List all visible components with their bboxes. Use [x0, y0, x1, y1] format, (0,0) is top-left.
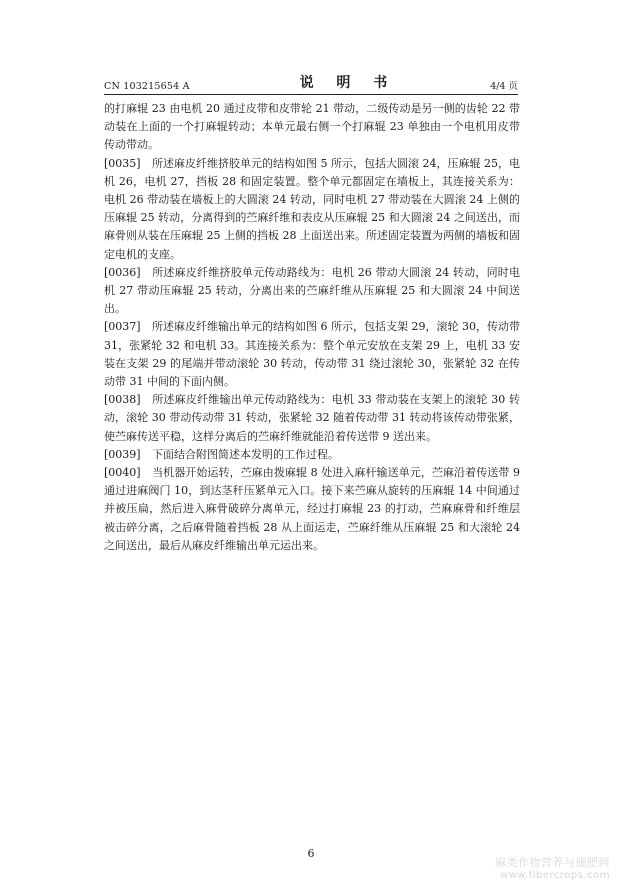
- document-title: 说 明 书: [299, 75, 397, 91]
- paragraph-number: [0036]: [104, 265, 141, 279]
- watermark: [495, 854, 610, 881]
- paragraph-number: [0037]: [104, 320, 141, 334]
- paragraph-0038: [104, 391, 520, 446]
- paragraph-0040: [104, 464, 520, 555]
- paragraph-0035: [104, 155, 520, 264]
- document-body: [104, 100, 520, 555]
- paragraph-number: [0039]: [104, 447, 141, 461]
- paragraph-continuation: [104, 100, 520, 155]
- paragraph-0039: [104, 446, 520, 464]
- page-number: 6: [307, 847, 315, 860]
- watermark-url: www.fibercrops.com: [499, 870, 610, 881]
- paragraph-text: 所述麻皮纤维输出单元传动路线为：电机 33 带动装在支架上的滚轮 30 转动，滚轮 30 带动传动带 31 转动，张紧轮 32 随着传动带 31 转动将该传动带张紧，使苎麻传送平稳，这样分离后的苎麻纤维就能沿着传送带 9 送出来。: [104, 393, 520, 443]
- paragraph-text: 的打麻辊 23 由电机 20 通过皮带和皮带轮 21 带动，二级传动是另一侧的齿轮 22 带动装在上面的一个打麻辊转动；本单元最右侧一个打麻辊 23 单独由一个电机用皮带传动带动。: [104, 102, 520, 152]
- header-rule: [104, 94, 518, 95]
- paragraph-text: 所述麻皮纤维挤胶单元传动路线为：电机 26 带动大圆滚 24 转动，同时电机 27 带动压麻辊 25 转动，分离出来的苎麻纤维从压麻辊 25 和大圆滚 24 中间送出。: [104, 265, 520, 316]
- paragraph-0037: [104, 318, 520, 391]
- paragraph-text: 当机器开始运转，苎麻由拨麻辊 8 处进入麻杆输送单元，苎麻沿着传送带 9 通过进麻阀门 10，到达茎秆压紧单元入口。接下来苎麻从旋转的压麻辊 14 中间通过并被压扁，然后进入麻骨破碎分离单元，经过打麻辊 23 的打动，苎麻麻骨和纤维层被击碎分离，之后麻骨随着挡板 28 从上面运走，苎麻纤维从压麻辊 25 和大滚轮 24 之间送出，最后从麻皮纤维输出单元运出来。: [104, 466, 520, 552]
- paragraph-0036: [104, 264, 520, 319]
- watermark-site-name: 麻类作物营养与施肥网: [495, 856, 610, 869]
- paragraph-text: 所述麻皮纤维输出单元的结构如图 6 所示，包括支架 29，滚轮 30，传动带 31，张紧轮 32 和电机 33。其连接关系为：整个单元安放在支架 29 上，电机 33 安装在支架 29 的尾端并带动滚轮 30 转动，传动带 31 绕过滚轮 30，张紧轮 32 在传动带 31 中间的下面内侧。: [104, 320, 520, 389]
- paragraph-text: 所述麻皮纤维挤胶单元的结构如图 5 所示，包括大圆滚 24，压麻辊 25，电机 26，电机 27，挡板 28 和固定装置。整个单元都固定在墙板上，其连接关系为：电机 26 带动装在墙板上的大圆滚 24 转动，同时电机 27 带动装在大圆滚 24 上侧的压麻辊 25 转动，分离得到的苎麻纤维和表皮从压麻辊 25 和大圆滚 24 之间送出，而麻骨则从装在压麻辊 25 上侧的挡板 28 上面送出来。所述固定装置为两侧的墙板和固定电机的支座。: [104, 156, 520, 261]
- patent-number: CN 103215654 A: [104, 81, 190, 92]
- paragraph-text: 下面结合附图简述本发明的工作过程。: [152, 447, 339, 461]
- paragraph-number: [0038]: [104, 393, 141, 407]
- paragraph-number: [0040]: [104, 466, 141, 480]
- paragraph-number: [0035]: [104, 156, 141, 170]
- page-reference: 4/4 页: [490, 81, 518, 92]
- page-header: [104, 74, 518, 92]
